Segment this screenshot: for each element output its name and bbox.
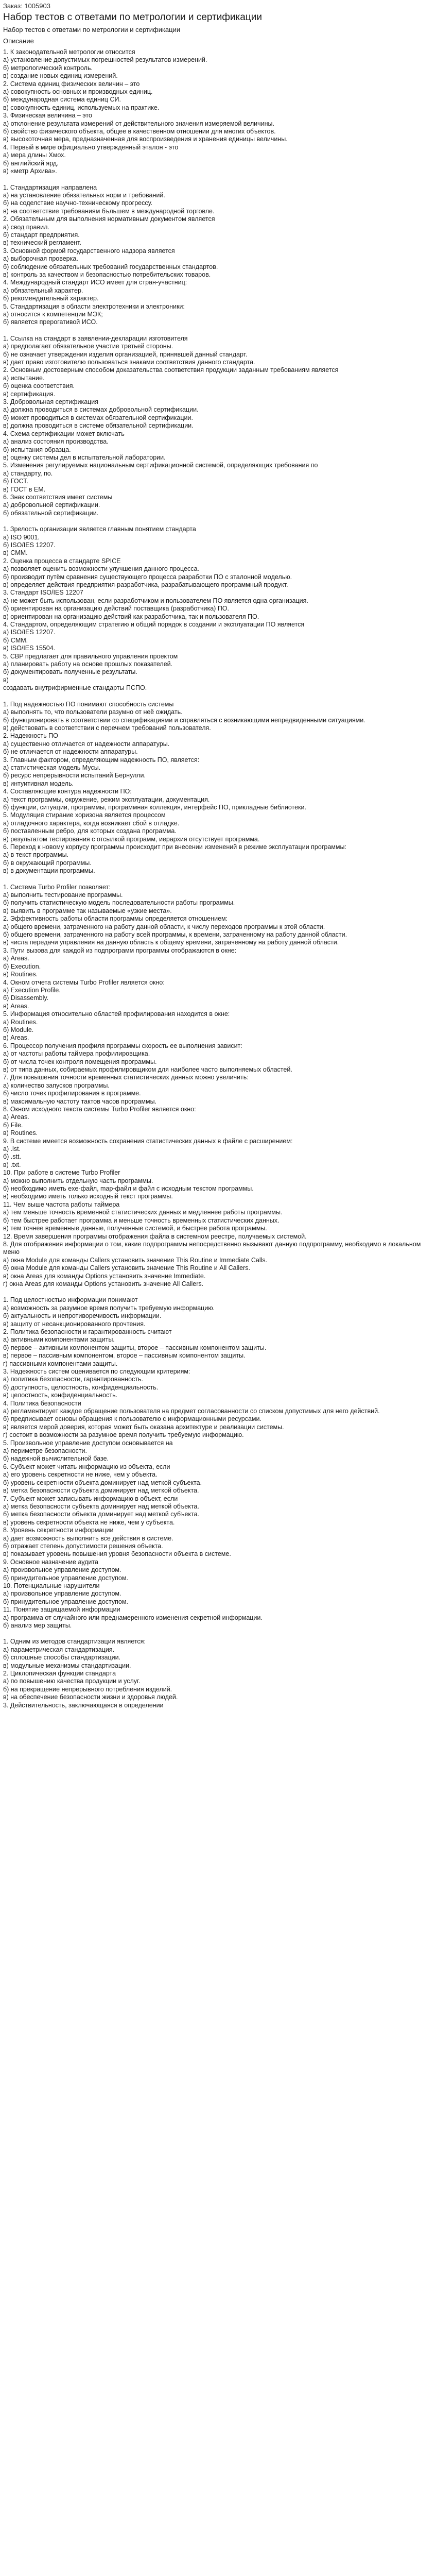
test-line: 10. Потенциальные нарушители bbox=[3, 1582, 100, 1589]
test-line: в) действовать в соответствии с перечнем требований пользователя. bbox=[3, 724, 211, 732]
test-line: 2. Эффективность работы области программы определяется отношением: bbox=[3, 915, 228, 923]
test-line: а) стандарту, по. bbox=[3, 469, 53, 477]
test-line: 3. Пути вызова для каждой из подпрограмм программы отображаются в окне: bbox=[3, 946, 237, 954]
test-line: 1. Под целостностью информации понимают bbox=[3, 1296, 138, 1304]
test-line: б) отражает степень допустимости решения объекта. bbox=[3, 1542, 163, 1550]
test-line: 3. Надежность систем оценивается по следующим критериям: bbox=[3, 1368, 190, 1375]
test-line: б) тем быстрее работает программа и меньше точность временных статистических данных. bbox=[3, 1216, 280, 1224]
test-line: г) окна Areas для команды Options установить значение All Callers. bbox=[3, 1280, 204, 1287]
test-line: а) регламентирует каждое обращение пользователя на предмет согласованности со списком допустимых для него действий. bbox=[3, 1408, 380, 1415]
test-line: а) испытание. bbox=[3, 374, 45, 382]
test-line: в) контроль за качеством и безопасностью потребительских товаров. bbox=[3, 270, 211, 278]
test-line: в) ISO/IES 15504. bbox=[3, 645, 56, 652]
test-line: б) на прекращение непрерывного потребления изделий. bbox=[3, 1685, 172, 1693]
test-line: б) Module. bbox=[3, 1026, 34, 1033]
test-line: 4. Схема сертификации может включать bbox=[3, 430, 125, 437]
test-line: б) .stt. bbox=[3, 1153, 21, 1161]
test-line: б) на соделствие научно-техническому прогрессу. bbox=[3, 199, 153, 207]
test-line: б) необходимо иметь exe-файл, map-файл и файл с исходным текстом программы. bbox=[3, 1185, 254, 1193]
test-line: 4. Стандартом, определяющим стратегию и общий порядок в создании и эксплуатации ПО является bbox=[3, 621, 305, 629]
test-line: а) можно выполнить отдельную часть программы. bbox=[3, 1177, 153, 1184]
test-section bbox=[3, 1296, 433, 1630]
test-line: а) периметре безопасности. bbox=[3, 1447, 87, 1455]
test-line: б) ориентирован на организацию действий поставщика (разработчика) ПО. bbox=[3, 605, 229, 613]
test-line: а) Areas. bbox=[3, 955, 29, 962]
test-line: 3. Основной формой государственного надзора является bbox=[3, 247, 175, 255]
test-line: в) окна Areas для команды Options установить значение Immediate. bbox=[3, 1272, 206, 1280]
test-section bbox=[3, 48, 433, 176]
test-line: а) произвольное управление доступом. bbox=[3, 1566, 121, 1574]
test-line: а) не может быть использован, если разработчиком и пользователем ПО является одна организация. bbox=[3, 597, 308, 604]
test-line: г) пассивными компонентами защиты. bbox=[3, 1360, 118, 1367]
test-line: 5. Модуляция стирание хоризона является процессом bbox=[3, 811, 166, 819]
test-line: б) ГОСТ. bbox=[3, 478, 28, 485]
test-line: в) тем точнее временные данные, полученные системой, и быстрее работа программы. bbox=[3, 1225, 267, 1232]
test-line: б) поставленным ребро, для которых создана программа. bbox=[3, 827, 177, 835]
test-line: 2. Политика безопасности и гарантированность считают bbox=[3, 1328, 172, 1335]
test-line: а) ISO 9001. bbox=[3, 533, 40, 541]
test-line: в) определяет действия предприятия-разработчика, разрабатывающего программный продукт. bbox=[3, 581, 288, 588]
test-line: б) ресурс непрерывности испытаний Бернулли. bbox=[3, 772, 146, 779]
test-line: в) Areas. bbox=[3, 1002, 29, 1010]
test-line: в) Routines. bbox=[3, 971, 38, 978]
test-line: в) оценку системы дел в испытательной лаборатории. bbox=[3, 453, 166, 461]
test-line: в) является мерой доверия, которая может быть оказана архитектуре и реализации системы. bbox=[3, 1423, 284, 1431]
test-line: 2. Основным достоверным способом доказательства соответствия продукции заданным требованиям является bbox=[3, 366, 339, 374]
test-line: 2. Оценка процесса в стандарте SPICE bbox=[3, 557, 121, 565]
test-line: б) уровень секретности объекта доминирует над меткой субъекта. bbox=[3, 1479, 202, 1486]
test-line: б) ISO/IES 12207. bbox=[3, 541, 56, 549]
test-line: 5. Информация относительно областей профилирования находится в окне: bbox=[3, 1010, 230, 1018]
test-line: а) Areas. bbox=[3, 1113, 29, 1121]
test-line: 9. В системе имеется возможность сохранения статистических данных в файле с расширением: bbox=[3, 1137, 293, 1145]
test-line: а) отклонение результата измерений от действительного значения измеряемой величины. bbox=[3, 120, 275, 127]
test-line: 2. Циклопическая функции стандарта bbox=[3, 1670, 116, 1677]
test-line: в) Areas. bbox=[3, 1034, 29, 1042]
test-line: 1. Зрелость организации является главным понятием стандарта bbox=[3, 526, 196, 533]
test-line: б) общего времени, затраченного на работу всей программы, к времени, затраченному на работу данной области. bbox=[3, 931, 347, 939]
test-line: 5. Произвольное управление доступом основывается на bbox=[3, 1439, 173, 1447]
test-line: а) метка безопасности субъекта доминирует над меткой объекта. bbox=[3, 1502, 199, 1510]
test-line: б) рекомендательный характер. bbox=[3, 295, 99, 302]
test-line: а) выборочная проверка. bbox=[3, 255, 78, 263]
test-line: в) bbox=[3, 676, 9, 684]
test-line: а) выполнить тестирование программы. bbox=[3, 891, 123, 899]
test-line: б) Execution. bbox=[3, 962, 41, 970]
test-line: б) стандарт предприятия. bbox=[3, 231, 80, 239]
test-line: а) отладочного характера, когда возникает сбой в отладке. bbox=[3, 819, 180, 827]
test-line: 2. Надежность ПО bbox=[3, 732, 58, 740]
description-label: Описание bbox=[3, 37, 34, 45]
test-line: б) является прерогативой ИСО. bbox=[3, 318, 98, 326]
test-line: в) на соответствие требованиям бъльшем в международной торговле. bbox=[3, 207, 215, 215]
test-line: в) «метр Архива». bbox=[3, 167, 57, 175]
test-line: б) английский ярд. bbox=[3, 159, 59, 167]
test-line: 5. Стандартизация в области электротехники и электроники: bbox=[3, 302, 185, 310]
test-line: а) по повышению качества продукции и услуг. bbox=[3, 1677, 141, 1685]
test-line: 6. Процессор получения профиля программы скорость ее выполнения зависит: bbox=[3, 1042, 242, 1049]
test-line: в) целостность, конфиденциальность. bbox=[3, 1392, 118, 1399]
test-line: а) существенно отличается от надежности аппаратуры. bbox=[3, 740, 170, 748]
test-line: б) Disassembly. bbox=[3, 994, 49, 1002]
test-line: 11. Понятие защищаемой информации bbox=[3, 1606, 120, 1614]
test-line: 7. Для повышения точности временных статистических данных можно увеличить: bbox=[3, 1074, 249, 1081]
test-line: б) надежной вычислительной базе. bbox=[3, 1455, 109, 1463]
test-line: 2. Система единиц физических величин – это bbox=[3, 80, 140, 88]
test-line: в) выявить в программе так называемые «узкие места». bbox=[3, 907, 172, 914]
test-line: 4. Первый в мире официально утвержденный эталон - это bbox=[3, 143, 179, 151]
test-line: 3. Стандарт ISO/IES 12207 bbox=[3, 589, 83, 597]
test-line: б) актуальность и непротиворечивость информации. bbox=[3, 1312, 162, 1320]
test-line: б) испытания образца. bbox=[3, 446, 71, 453]
test-line: а) дает возможность выполнить все действия в системе. bbox=[3, 1534, 173, 1542]
test-line: а) от частоты работы таймера профилировщика. bbox=[3, 1050, 150, 1058]
test-line: 3. Главным фактором, определяющим надежность ПО, является: bbox=[3, 756, 200, 764]
test-line: а) на установление обязательных норм и требований. bbox=[3, 191, 165, 199]
test-line: 6. Переход к новому корпусу программы происходит при внесении изменений в режиме эксплуатации программы: bbox=[3, 843, 346, 851]
test-line: 10. При работе в системе Turbo Profiler bbox=[3, 1169, 120, 1177]
test-line: б) может проводиться в системах обязательной сертификации. bbox=[3, 414, 193, 421]
test-line: 5. Изменения регулируемых национальным сертификационной системой, определяющих требования по bbox=[3, 462, 318, 469]
test-line: б) анализ мер защиты. bbox=[3, 1622, 72, 1629]
test-line: 4. Составляющие контура надежности ПО: bbox=[3, 788, 132, 795]
test-line: в) необходимо иметь только исходный текст программы. bbox=[3, 1193, 173, 1200]
test-line: а) относится к компетенции МЭК; bbox=[3, 311, 103, 318]
test-line: 3. Добровольная сертификация bbox=[3, 398, 99, 406]
test-line: б) оценка соответствия. bbox=[3, 382, 75, 390]
test-line: б) метрологический контроль. bbox=[3, 64, 93, 72]
test-line: 6. Знак соответствия имеет системы bbox=[3, 493, 113, 501]
test-line: б) не отличается от надежности аппаратуры. bbox=[3, 748, 138, 756]
test-line: 4. Международный стандарт ИСО имеет для стран-участниц: bbox=[3, 279, 187, 286]
test-line: г) состоит в возможности за разумное время получить требуемую информацию. bbox=[3, 1431, 244, 1439]
test-line: б) File. bbox=[3, 1121, 23, 1129]
test-line: в) сертификация. bbox=[3, 390, 56, 398]
test-line: в) максимальную частоту тактов часов программы. bbox=[3, 1097, 157, 1105]
test-line: а) Execution Profile. bbox=[3, 986, 61, 994]
test-line: а) текст программы, окружение, режим эксплуатации, документация. bbox=[3, 795, 210, 803]
test-line: в) защиту от несанкционированного прочтения. bbox=[3, 1320, 146, 1328]
test-section bbox=[3, 184, 433, 327]
test-line: б) функционировать в соответствии со спецификациями и справляться с возникающими непредвиденными ситуациями. bbox=[3, 716, 365, 724]
test-content bbox=[3, 48, 433, 1709]
test-line: 9. Основное назначение аудита bbox=[3, 1558, 98, 1566]
test-line: в) .txt. bbox=[3, 1161, 21, 1168]
test-line: б) принудительное управление доступом. bbox=[3, 1574, 128, 1582]
test-line: а) количество запусков программы. bbox=[3, 1081, 110, 1089]
test-line: а) предполагает обязательное участие третьей стороны. bbox=[3, 343, 173, 350]
test-line: б) соблюдение обязательных требований государственных стандартов. bbox=[3, 263, 218, 270]
test-line: б) предписывает основы обращения к пользователю с информационными ресурсами. bbox=[3, 1415, 261, 1423]
test-line: а) выполнять то, что пользователи разумно от неё ожидать. bbox=[3, 708, 183, 716]
test-line: б) производит путём сравнения существующего процесса разработки ПО с эталонной моделью. bbox=[3, 573, 292, 581]
test-line: а) его уровень секретности не ниже, чем у объекта. bbox=[3, 1471, 158, 1479]
test-line: 3. Физическая величина – это bbox=[3, 112, 92, 120]
test-line: 8. Окном исходного текста системы Turbo Profiler является окно: bbox=[3, 1106, 196, 1113]
test-line: в) технический регламент. bbox=[3, 239, 81, 247]
test-line: 8. Уровень секретности информации bbox=[3, 1527, 114, 1534]
test-line: б) первое – активным компонентом защиты, второе – пассивным компонентом защиты. bbox=[3, 1344, 267, 1351]
test-line: б) принудительное управление доступом. bbox=[3, 1598, 128, 1605]
test-line: а) политика безопасности, гарантированность. bbox=[3, 1376, 143, 1383]
test-line: в) показывает уровень повышения уровня безопасности объекта в системе. bbox=[3, 1550, 231, 1558]
test-line: в) числа передачи управления на данную область к общему времени, затраченному на работу данной области. bbox=[3, 939, 339, 946]
test-line: б) число точек профилирования в программе. bbox=[3, 1090, 141, 1097]
test-line: б) международная система единиц СИ. bbox=[3, 96, 121, 104]
test-line: 11. Чем выше частота работы таймера bbox=[3, 1200, 120, 1208]
test-line: б) документировать полученные результаты. bbox=[3, 668, 137, 676]
test-line: в) ориентирован на организацию действий как разработчика, так и пользователя ПО. bbox=[3, 613, 259, 620]
test-line: создавать внутрифирменные стандарты ПСПО. bbox=[3, 684, 147, 692]
page-title: Набор тестов с ответами по метрологии и сертификации bbox=[3, 12, 262, 23]
page-subtitle: Набор тестов с ответами по метрологии и сертификации bbox=[3, 26, 181, 33]
test-line: б) окна Module для команды Callers установить значение This Routine и All Callers. bbox=[3, 1264, 250, 1272]
test-line: б) доступность, целостность, конфиденциальность. bbox=[3, 1383, 159, 1391]
test-line: в) высокоточная мера, предназначенная для воспроизведения и хранения единицы величины. bbox=[3, 135, 288, 143]
test-line: а) мера длины Хмох. bbox=[3, 151, 66, 159]
test-line: а) программа от случайного или преднамеренного изменения секретной информации. bbox=[3, 1614, 263, 1621]
test-line: а) тем меньше точность временной статистических данных и медленнее работы программы. bbox=[3, 1209, 283, 1216]
test-line: в) создание новых единиц измерений. bbox=[3, 72, 118, 80]
test-line: а) совокупность основных и производных единиц. bbox=[3, 88, 153, 96]
test-line: а) установление допустимых погрешностей результатов измерений. bbox=[3, 56, 207, 64]
test-line: б) метка безопасности объекта доминирует над меткой субъекта. bbox=[3, 1511, 200, 1518]
test-line: 1. К законодательной метрологии относится bbox=[3, 48, 135, 56]
test-line: в) CMM. bbox=[3, 549, 28, 557]
test-line: в) метка безопасности субъекта доминирует над меткой объекта. bbox=[3, 1487, 199, 1495]
test-line: б) функции, ситуации, программы, программная коллекция, интерфейс ПО, прикладные библиотеки. bbox=[3, 803, 306, 811]
test-line: 6. Субъект может читать информацию из объекта, если bbox=[3, 1463, 170, 1470]
test-line: а) анализ состояния производства. bbox=[3, 438, 109, 446]
test-line: а) должна проводиться в системах добровольной сертификации. bbox=[3, 406, 199, 414]
test-line: б) CMM. bbox=[3, 636, 28, 644]
test-line: 12. Время завершения программы отображения файла в системном реестре, получаемых системой. bbox=[3, 1232, 307, 1240]
test-line: а) статистическая модель Мусы. bbox=[3, 764, 101, 771]
test-section bbox=[3, 526, 433, 692]
test-section bbox=[3, 701, 433, 875]
test-line: а) Routines. bbox=[3, 1018, 38, 1026]
test-line: в) Routines. bbox=[3, 1129, 38, 1137]
test-line: в) в документации программы. bbox=[3, 867, 95, 875]
test-line: в) уровень секретности объекта не ниже, чем у субъекта. bbox=[3, 1518, 175, 1526]
test-line: а) планировать работу на основе прошлых показателей. bbox=[3, 660, 173, 668]
test-line: 2. Обязательным для выполнения нормативным документом является bbox=[3, 215, 215, 223]
test-line: в) от типа данных, собираемых профилировщиком для наиболее часто выполняемых областей. bbox=[3, 1065, 292, 1073]
test-line: в) ГОСТ в ЕМ. bbox=[3, 485, 46, 493]
test-line: в) первое – пассивным компонентом, второе – пассивным компонентом защиты. bbox=[3, 1352, 246, 1360]
test-line: в) на обеспечение безопасности жизни и здоровья людей. bbox=[3, 1693, 178, 1701]
test-line: 7. Субъект может записывать информацию в объект, если bbox=[3, 1495, 178, 1502]
test-line: б) в окружающий программы. bbox=[3, 859, 92, 867]
test-line: а) активными компонентами защиты. bbox=[3, 1336, 115, 1344]
test-line: 4. Политика безопасности bbox=[3, 1399, 81, 1407]
test-section bbox=[3, 884, 433, 1289]
test-line: б) свойство физического объекта, общее в качественном отношении для многих объектов. bbox=[3, 128, 276, 135]
test-line: б) не означает утверждения изделия организацией, принявшей данный стандарт. bbox=[3, 350, 248, 358]
test-line: б) получить статистическую модель последовательности работы программы. bbox=[3, 899, 235, 907]
test-line: 5. CBP предлагает для правильного управления проектом bbox=[3, 652, 178, 660]
test-line: а) обязательный характер. bbox=[3, 286, 83, 294]
test-line: а) .lst. bbox=[3, 1145, 21, 1153]
test-line: а) возможность за разумное время получить требуемую информацию. bbox=[3, 1304, 215, 1312]
test-line: а) добровольной сертификации. bbox=[3, 501, 100, 509]
test-line: б) сплошные способы стандартизации. bbox=[3, 1654, 121, 1662]
test-line: а) общего времени, затраченного на работу данной области, к числу переходов программы к этой области. bbox=[3, 923, 325, 930]
test-line: 1. Ссылка на стандарт в заявлении-декларации изготовителя bbox=[3, 334, 188, 342]
test-line: б) от числа точек контроля помещения программы. bbox=[3, 1058, 157, 1065]
test-line: а) параметрическая стандартизация. bbox=[3, 1646, 115, 1653]
test-line: а) в текст программы. bbox=[3, 851, 69, 859]
test-line: в) совокупность единиц, используемых на практике. bbox=[3, 104, 160, 111]
test-section bbox=[3, 335, 433, 517]
test-line: 1. Одним из методов стандартизации является: bbox=[3, 1638, 146, 1646]
test-line: 3. Действительность, заключающаяся в определении bbox=[3, 1701, 164, 1709]
test-line: б) обязательной сертификации. bbox=[3, 509, 99, 517]
test-line: в) модульные механизмы стандартизации. bbox=[3, 1662, 131, 1669]
test-line: в) интуитивная модель. bbox=[3, 779, 74, 787]
test-line: а) ISO/IES 12207. bbox=[3, 629, 56, 636]
test-line: а) позволяет оценить возможности улучшения данного процесса. bbox=[3, 565, 199, 573]
test-line: в) дает право изготовителю пользоваться знаками соответствия данного стандарта. bbox=[3, 359, 255, 366]
test-line: 1. Под надежностью ПО понимают способность системы bbox=[3, 700, 174, 708]
test-line: а) окна Module для команды Callers установить значение This Routine и Immediate Calls. bbox=[3, 1256, 268, 1264]
test-line: а) произвольное управление доступом. bbox=[3, 1590, 121, 1598]
test-line: 4. Окном отчета системы Turbo Profiler является окно: bbox=[3, 978, 165, 986]
test-line: в) результатом тестирования с отсылкой программ, иерархия отсутствует программа. bbox=[3, 835, 260, 843]
test-section bbox=[3, 1638, 433, 1709]
test-line: а) свод правил. bbox=[3, 223, 49, 231]
test-line: 1. Стандартизация направлена bbox=[3, 183, 97, 191]
test-line: 1. Система Turbo Profiler позволяет: bbox=[3, 883, 111, 891]
order-number: Заказ: 1005903 bbox=[3, 2, 50, 10]
test-line: 8. Для отображения информации о том, какие подпрограммы непосредственно вызывают данную подпрограмму, необходимо в локальном меню bbox=[3, 1240, 421, 1256]
test-line: в) должна проводиться в системе обязательной сертификации. bbox=[3, 422, 194, 430]
